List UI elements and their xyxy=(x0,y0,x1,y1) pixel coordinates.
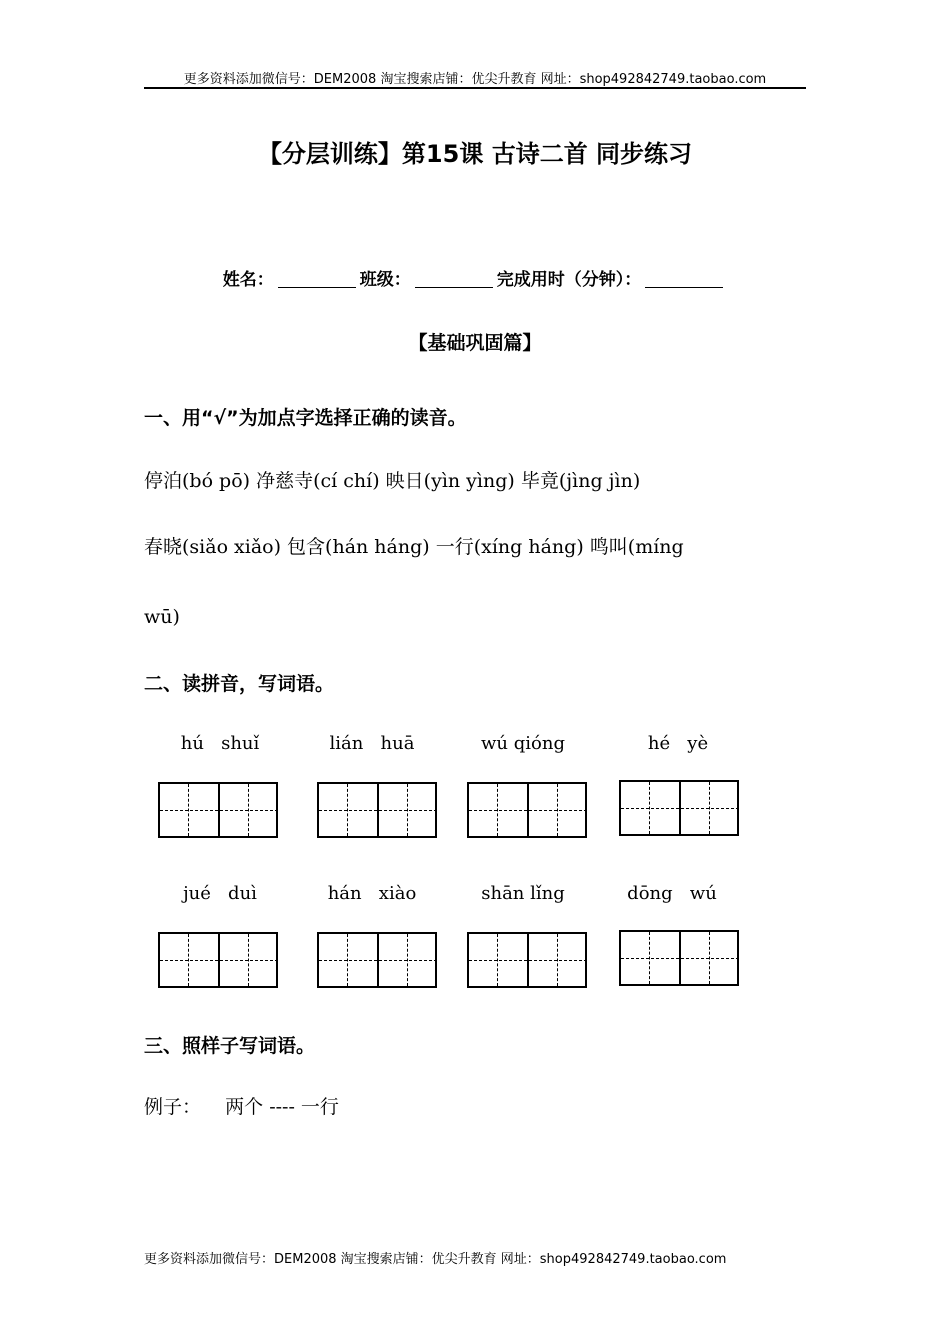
question-3-example: 例子： 两个 ---- 一行 xyxy=(144,1096,339,1118)
question-1-line-2: 春晓(siǎo xiǎo) 包含(hán háng) 一行(xíng háng) 鸣叫(míng xyxy=(144,536,684,558)
pinyin-prompt: shān lǐng xyxy=(481,883,565,904)
time-label: 完成用时（分钟）： xyxy=(496,270,642,290)
pinyin-prompt: lián huā xyxy=(329,733,415,754)
writing-grid[interactable] xyxy=(317,932,437,988)
class-label: 班级： xyxy=(359,270,411,290)
time-blank[interactable] xyxy=(645,269,723,288)
writing-grid[interactable] xyxy=(158,932,278,988)
pinyin-prompt: wú qióng xyxy=(481,733,565,754)
question-2-heading: 二、读拼音，写词语。 xyxy=(144,673,335,695)
pinyin-prompt: hú shuǐ xyxy=(180,733,260,754)
writing-grid[interactable] xyxy=(467,932,587,988)
header-rule xyxy=(144,87,806,89)
writing-grid[interactable] xyxy=(467,782,587,838)
question-1-line-3: wū) xyxy=(144,606,180,628)
writing-grid[interactable] xyxy=(317,782,437,838)
page-title: 【分层训练】第15课 古诗二首 同步练习 xyxy=(257,140,693,168)
question-3-heading: 三、照样子写词语。 xyxy=(144,1035,316,1057)
pinyin-prompt: hán xiào xyxy=(327,883,417,904)
student-info-line xyxy=(0,265,950,290)
writing-grid[interactable] xyxy=(158,782,278,838)
question-1-line-1: 停泊(bó pō) 净慈寺(cí chí) 映日(yìn yìng) 毕竟(jìng jìn) xyxy=(144,470,641,492)
pinyin-prompt: hé yè xyxy=(647,733,709,754)
writing-grid[interactable] xyxy=(619,930,739,986)
page-header: 更多资料添加微信号：DEM2008 淘宝搜索店铺：优尖升教育 网址：shop492842749.taobao.com xyxy=(183,72,767,87)
name-blank[interactable] xyxy=(278,269,356,288)
pinyin-prompt: jué duì xyxy=(183,883,257,904)
page-footer: 更多资料添加微信号：DEM2008 淘宝搜索店铺：优尖升教育 网址：shop492842749.taobao.com xyxy=(144,1252,727,1267)
name-label: 姓名： xyxy=(222,270,274,290)
pinyin-prompt: dōng wú xyxy=(627,883,717,904)
question-1-heading: 一、用“√”为加点字选择正确的读音。 xyxy=(144,407,467,429)
section-title: 【基础巩固篇】 xyxy=(408,332,542,354)
class-blank[interactable] xyxy=(415,269,493,288)
writing-grid[interactable] xyxy=(619,780,739,836)
